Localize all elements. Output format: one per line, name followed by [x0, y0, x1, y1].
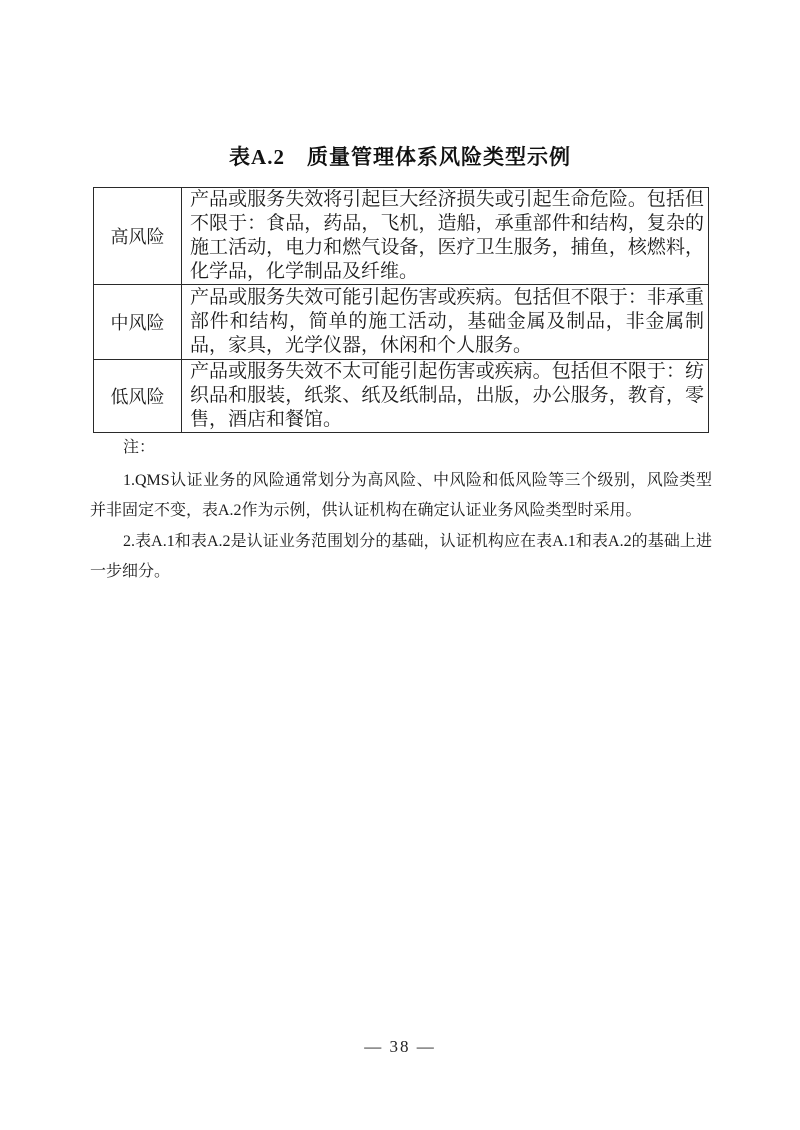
table-row	[94, 285, 709, 360]
page-title: 表A.2 质量管理体系风险类型示例	[229, 145, 571, 169]
risk-description-cell: 产品或服务失效将引起巨大经济损失或引起生命危险。包括但不限于：食品，药品，飞机，造船，承重部件和结构，复杂的施工活动，电力和燃气设备，医疗卫生服务，捕鱼，核燃料，化学品，化学制品及纤维。	[182, 188, 709, 285]
notes-section	[90, 437, 712, 588]
note-item-1: 1.QMS认证业务的风险通常划分为高风险、中风险和低风险等三个级别，风险类型并非固定不变，表A.2作为示例，供认证机构在确定认证业务风险类型时采用。	[90, 472, 712, 519]
note-item-2: 2.表A.1和表A.2是认证业务范围划分的基础，认证机构应在表A.1和表A.2的基础上进一步细分。	[90, 533, 712, 580]
table-row	[94, 188, 709, 285]
risk-type-table	[93, 187, 709, 433]
risk-description-cell: 产品或服务失效不太可能引起伤害或疾病。包括但不限于：纺织品和服装，纸浆、纸及纸制品，出版，办公服务，教育，零售，酒店和餐馆。	[182, 360, 709, 433]
notes-label: 注：	[123, 439, 156, 456]
risk-level-cell: 高风险	[94, 188, 182, 285]
risk-level-cell: 中风险	[94, 285, 182, 360]
risk-description-cell: 产品或服务失效可能引起伤害或疾病。包括但不限于：非承重部件和结构，简单的施工活动，基础金属及制品，非金属制品，家具，光学仪器，休闲和个人服务。	[182, 285, 709, 360]
page-number: — 38 —	[364, 1037, 436, 1056]
table-row	[94, 360, 709, 433]
risk-level-cell: 低风险	[94, 360, 182, 433]
